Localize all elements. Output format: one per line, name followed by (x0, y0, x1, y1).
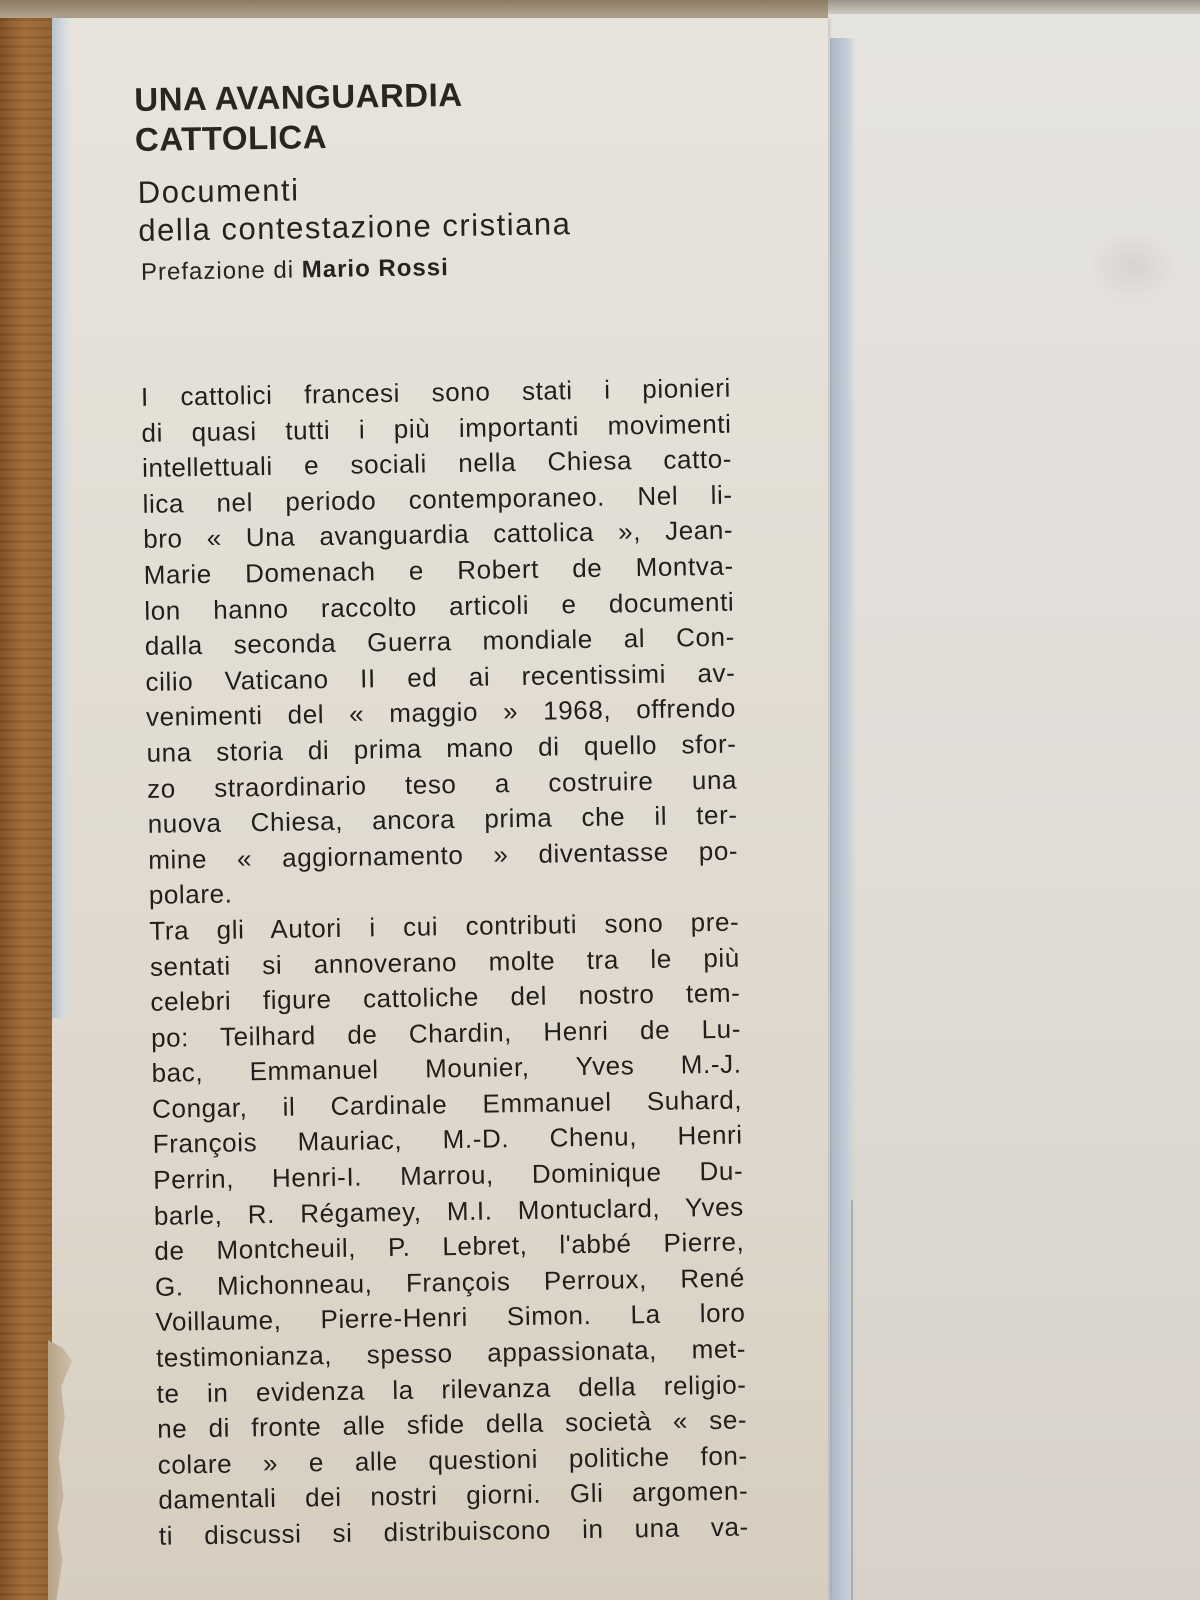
blurb-line: venimenti del « maggio » 1968, offrendo (145, 692, 737, 733)
blurb-line: te in evidenza la rilevanza della religio- (156, 1369, 747, 1409)
blurb-line: una storia di prima mano di quello sfor- (146, 728, 737, 768)
book-subtitle-line-2: della contestazione cristiana (138, 206, 572, 248)
blurb-text (141, 371, 749, 1555)
blurb-line: polare. (148, 878, 233, 911)
blurb-line: dalla seconda Guerra mondiale al Con- (144, 621, 736, 662)
blurb-line: barle, R. Régamey, M.I. Montuclard, Yves (153, 1191, 745, 1231)
blurb-line: lon hanno raccolto articoli e documenti (144, 586, 735, 626)
preface-author: Mario Rossi (301, 254, 449, 284)
blurb-line: testimonianza, spesso appassionata, met- (155, 1333, 747, 1373)
blurb-line: Perrin, Henri-I. Marrou, Dominique Du- (153, 1155, 744, 1195)
blurb-line: bac, Emmanuel Mounier, Yves M.-J. (151, 1048, 742, 1089)
back-page-top-shadow (828, 0, 1200, 14)
back-page-fold-line (851, 1200, 853, 1600)
back-page-sheet (828, 0, 1200, 1600)
blurb-line: sentati si annoverano molte tra le più (149, 942, 741, 982)
blurb-line: di quasi tutti i più importanti movimenti (141, 408, 732, 448)
blurb-line: Tra gli Autori i cui contributi sono pre- (149, 906, 740, 946)
blurb-line: intellettuali e sociali nella Chiesa catto- (141, 443, 733, 484)
book-title-line-1: UNA AVANGUARDIA (134, 75, 463, 118)
blurb-line: mine « aggiornamento » diventasse po- (148, 835, 739, 875)
blurb-line: damentali dei nostri giorni. Gli argomen- (158, 1475, 749, 1516)
blurb-line: Voillaume, Pierre-Henri Simon. La loro (155, 1297, 746, 1338)
blurb-line: G. Michonneau, François Perroux, René (154, 1262, 746, 1302)
book-title-line-2: CATTOLICA (134, 117, 328, 158)
flap-left-edge (52, 18, 72, 1018)
blurb-line: I cattolici francesi sono stati i pionieri (140, 372, 732, 412)
book-subtitle-line-1: Documenti (137, 172, 300, 210)
blurb-line: lica nel periodo contemporaneo. Nel li- (142, 479, 733, 519)
blurb-line: nuova Chiesa, ancora prima che il ter- (147, 799, 738, 839)
blurb-line: colare » e alle questioni politiche fon- (157, 1440, 748, 1480)
blurb-line: de Montcheuil, P. Lebret, l'abbé Pierre, (154, 1226, 745, 1267)
book-subtitle (137, 165, 736, 250)
preface-credit (141, 249, 737, 288)
blurb-line: Congar, il Cardinale Emmanuel Suhard, (151, 1084, 743, 1124)
blurb-line: bro « Una avanguardia cattolica », Jean- (142, 515, 734, 555)
blurb-line: Marie Domenach e Robert de Montva- (143, 550, 734, 590)
book-title (134, 71, 735, 160)
blurb-line: ne di fronte alle sfide della società « se- (156, 1404, 748, 1445)
blurb-line: François Mauriac, M.-D. Chenu, Henri (152, 1120, 743, 1160)
blurb-line: ti discussi si distribuiscono in una va- (158, 1511, 750, 1551)
flap-content (134, 71, 757, 1555)
blurb-line: po: Teilhard de Chardin, Henri de Lu- (150, 1013, 742, 1053)
blurb-line: cilio Vaticano II ed ai recentissimi av- (145, 657, 736, 697)
preface-label: Prefazione di (140, 256, 295, 286)
blurb-line: zo straordinario teso a costruire una (146, 764, 738, 804)
blurb-line: celebri figure cattoliche del nostro tem- (150, 977, 741, 1017)
